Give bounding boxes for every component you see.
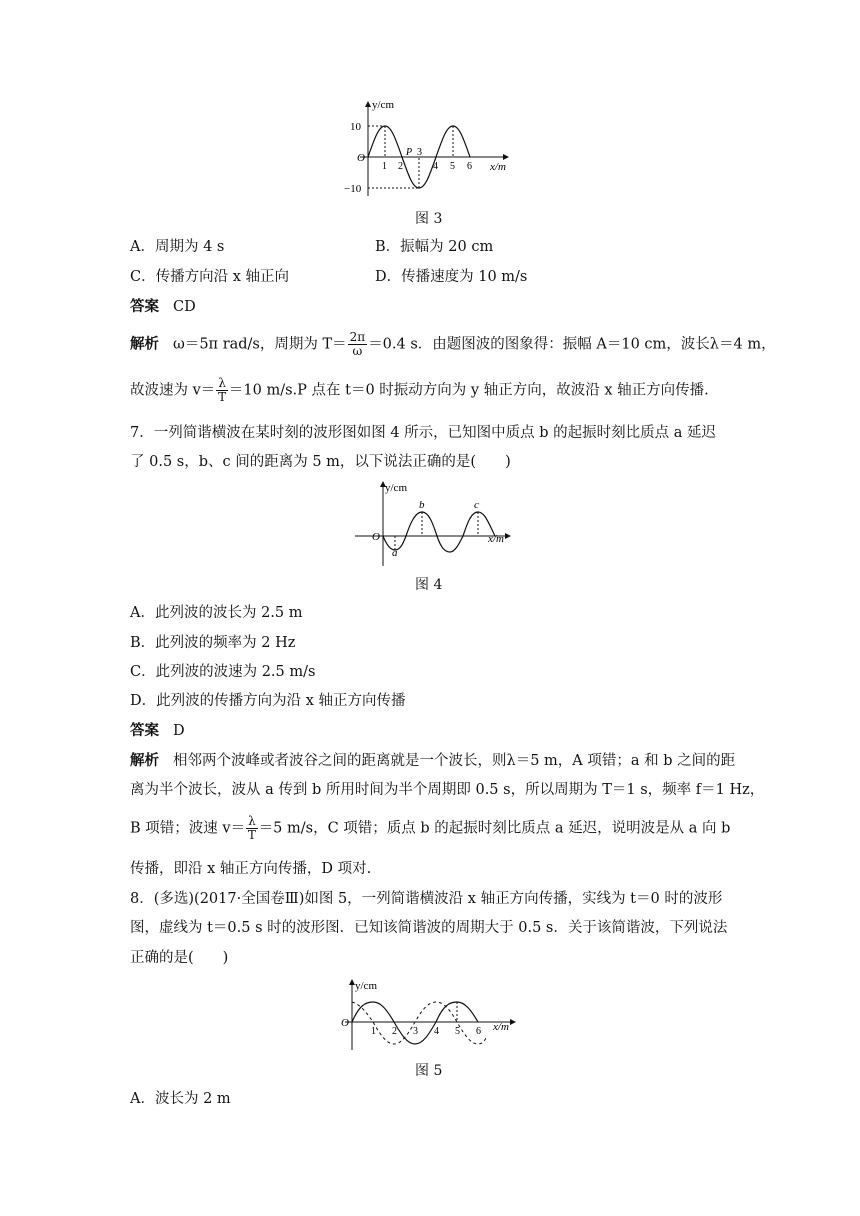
- point-a-label: a: [392, 547, 398, 559]
- y-tick-neg10: −10: [344, 183, 362, 195]
- q7-analysis-line-3: B 项错；波速 v＝ $\frac{\lambda}{T}$ ＝5 m/s，C 项错；质点 b 的起振时刻比质点 a 延迟，说明波是从 a 向 b: [130, 814, 731, 842]
- q7-answer: [130, 721, 185, 741]
- q8-line-3: 正确的是( ): [130, 950, 229, 966]
- answer-label: 答案: [130, 723, 159, 739]
- x-tick-6: 6: [476, 1026, 481, 1037]
- origin-label: O: [357, 152, 365, 164]
- q7-option-c: C．此列波的波速为 2.5 m/s: [130, 664, 316, 680]
- q8-line-1: 8．(多选)(2017·全国卷Ⅲ)如图 5，一列简谐横波沿 x 轴正方向传播，实线为 t＝0 时的波形: [130, 891, 723, 907]
- q7-option-d: D．此列波的传播方向为沿 x 轴正方向传播: [130, 693, 406, 709]
- origin-label: O: [341, 1017, 349, 1029]
- q7-option-b: B．此列波的频率为 2 Hz: [130, 635, 296, 651]
- y-axis-label: y/cm: [385, 482, 407, 494]
- x-axis-label: x/m: [488, 533, 504, 545]
- point-p-label: P: [406, 147, 413, 158]
- q6-option-c: C．传播方向沿 x 轴正向: [130, 269, 289, 285]
- answer-value: CD: [173, 299, 196, 315]
- x-tick-2: 2: [398, 161, 403, 172]
- figure-5-caption: 图 5: [415, 1063, 443, 1079]
- x-tick-4: 4: [433, 161, 438, 172]
- q6-analysis-line-2: 故波速为 v＝ $\frac{\lambda}{T}$ ＝10 m/s.P 点在 t＝0 时振动方向为 y 轴正方向，故波沿 x 轴正方向传播.: [130, 376, 709, 404]
- fraction: $\frac{\lambda}{T}$: [247, 814, 256, 842]
- point-c-label: c: [474, 499, 479, 511]
- x-tick-1: 1: [371, 1026, 376, 1037]
- x-tick-3: 3: [417, 147, 422, 158]
- y-axis-label: y/cm: [372, 99, 394, 111]
- q8-option-a: A．波长为 2 m: [130, 1091, 231, 1107]
- answer-label: 答案: [130, 299, 159, 315]
- q7-option-a: A．此列波的波长为 2.5 m: [130, 605, 303, 621]
- figure-3: [330, 98, 530, 200]
- q6-option-d: D．传播速度为 10 m/s: [375, 269, 528, 285]
- analysis-label: 解析: [130, 336, 159, 353]
- x-tick-6: 6: [467, 161, 472, 172]
- figure-4-caption: 图 4: [415, 577, 443, 593]
- q6-option-b: B．振幅为 20 cm: [375, 239, 494, 255]
- q8-line-2: 图，虚线为 t＝0.5 s 时的波形图．已知该简谐波的周期大于 0.5 s．关于该简谐波，下列说法: [130, 920, 728, 936]
- x-tick-1: 1: [382, 161, 387, 172]
- q7-line-1: 7．一列简谐横波在某时刻的波形图如图 4 所示，已知图中质点 b 的起振时刻比质点 a 延迟: [130, 425, 717, 441]
- point-b-label: b: [419, 499, 425, 511]
- q6-analysis-line-1: 解析 ω＝5π rad/s，周期为 T＝ $\frac{2\pi}{\omega}$ ＝0.4 s．由题图波的图象得：振幅 A＝10 cm，波长λ＝4 m，: [130, 330, 776, 358]
- figure-4: [345, 478, 520, 570]
- y-axis-label: y/cm: [355, 980, 377, 992]
- q7-line-2: 了 0.5 s，b、c 间的距离为 5 m，以下说法正确的是( ): [130, 454, 511, 470]
- q6-answer: [130, 297, 196, 317]
- figure-3-caption: 图 3: [415, 211, 443, 227]
- fraction: $\frac{\lambda}{T}$: [218, 376, 227, 404]
- q6-option-a: A．周期为 4 s: [130, 239, 225, 255]
- x-axis-label: x/m: [490, 161, 506, 173]
- x-tick-5: 5: [455, 1026, 460, 1037]
- answer-value: D: [173, 723, 185, 739]
- solid-wave-t0: [352, 1002, 478, 1044]
- y-tick-10: 10: [350, 121, 361, 133]
- x-axis-label: x/m: [493, 1021, 509, 1033]
- dashed-wave-t05: [352, 1002, 487, 1044]
- analysis-label: 解析: [130, 753, 159, 769]
- x-tick-3: 3: [413, 1026, 418, 1037]
- x-tick-4: 4: [434, 1026, 439, 1037]
- q7-analysis-line-1: 解析 相邻两个波峰或者波谷之间的距离就是一个波长，则λ＝5 m，A 项错；a 和 b 之间的距: [130, 753, 736, 769]
- x-tick-5: 5: [450, 161, 455, 172]
- origin-label: O: [372, 531, 380, 543]
- fraction: $\frac{2\pi}{\omega}$: [349, 330, 366, 358]
- q7-analysis-line-2: 离为半个波长，波从 a 传到 b 所用时间为半个周期即 0.5 s，所以周期为 T＝1 s，频率 f＝1 Hz，: [130, 782, 765, 798]
- figure-5: [335, 978, 525, 1054]
- q7-analysis-line-4: 传播，即沿 x 轴正方向传播，D 项对.: [130, 861, 372, 877]
- x-tick-2: 2: [392, 1026, 397, 1037]
